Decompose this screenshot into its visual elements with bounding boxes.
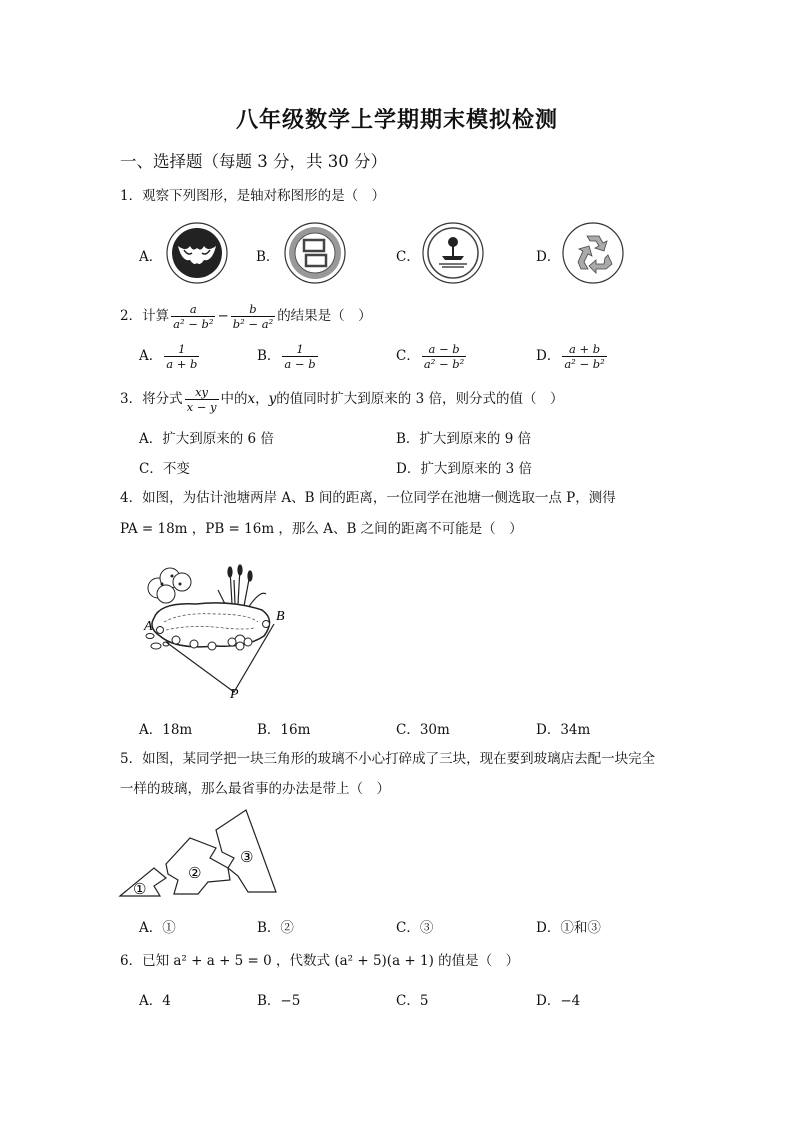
denominator: a² − b² (423, 357, 465, 371)
q2-fraction-1 (171, 302, 215, 331)
q3-var-y: y (268, 391, 277, 407)
recycle-emblem-icon (562, 222, 624, 284)
question-5-line-2: 一样的玻璃，那么最省事的办法是带上（ ） (120, 781, 390, 797)
q6-option-b: B．−5 (257, 993, 301, 1009)
q3-option-b: B．扩大到原来的 9 倍 (396, 431, 532, 447)
q3-comma: ， (255, 391, 269, 407)
q5-option-c: C．③ (396, 920, 434, 936)
question-1-stem: 1．观察下列图形，是轴对称图形的是（ ） (120, 188, 386, 204)
q2-prefix: 2．计算 (120, 308, 170, 324)
numerator: 1 (282, 342, 317, 357)
question-4-line-1: 4．如图，为估计池塘两岸 A、B 间的距离，一位同学在池塘一侧选取一点 P，测得 (120, 490, 616, 506)
q2-option-a (139, 340, 201, 372)
q2-option-c-label: C． (396, 348, 420, 364)
q1-option-b-label: B． (256, 249, 280, 265)
q2-option-d-label: D． (536, 348, 561, 364)
q2-minus: − (217, 308, 229, 324)
q3-fraction (185, 385, 219, 414)
piece-2-label: ② (188, 864, 202, 882)
q4-option-c: C．30m (396, 722, 450, 738)
point-b-label: B (276, 609, 285, 624)
q2-option-b-fraction (282, 342, 317, 371)
q2-option-b (257, 340, 320, 372)
denominator: a − b (284, 357, 316, 371)
q5-option-b: B．② (257, 920, 294, 936)
q2-option-a-fraction (164, 342, 199, 371)
q3-suffix: 的值同时扩大到原来的 3 倍，则分式的值（ ） (276, 391, 564, 407)
q2-f1-numerator: a (171, 302, 215, 317)
q4-option-b: B．16m (257, 722, 311, 738)
q3-denominator: x − y (186, 400, 217, 414)
q3-numerator: xy (185, 385, 219, 400)
joystick-emblem-icon (422, 222, 484, 284)
q6-option-c: C．5 (396, 993, 429, 1009)
q3-prefix: 3．将分式 (120, 391, 183, 407)
q2-option-d-fraction (562, 342, 606, 371)
question-4-line-2: PA = 18m ，PB = 16m ，那么 A、B 之间的距离不可能是（ ） (120, 521, 523, 537)
bank-coin-emblem-icon (284, 222, 346, 284)
q3-option-d: D．扩大到原来的 3 倍 (396, 461, 532, 477)
section-heading: 一、选择题（每题 3 分，共 30 分） (120, 152, 387, 171)
numerator: a + b (562, 342, 606, 357)
q2-option-a-label: A． (139, 348, 163, 364)
q2-option-c-fraction (422, 342, 466, 371)
q5-option-d: D．①和③ (536, 920, 601, 936)
q1-option-a-label: A． (139, 249, 163, 265)
point-p-label: P (230, 687, 239, 702)
piece-3-label: ③ (240, 848, 254, 866)
pond-figure (136, 560, 296, 700)
q2-f2-denominator: b² − a² (232, 317, 274, 331)
q2-f2-numerator: b (231, 302, 275, 317)
q3-var-x: x (247, 391, 256, 407)
question-5-line-1: 5．如图，某同学把一块三角形的玻璃不小心打碎成了三块，现在要到玻璃店去配一块完全 (120, 751, 656, 767)
numerator: 1 (164, 342, 199, 357)
q2-option-c (396, 340, 468, 372)
bird-emblem-icon (166, 222, 228, 284)
q1-option-c-label: C． (396, 249, 420, 265)
q2-f1-denominator: a² − b² (173, 317, 214, 331)
broken-glass-figure (118, 808, 280, 900)
q4-option-d: D．34m (536, 722, 591, 738)
question-2-stem (120, 298, 372, 334)
q3-option-a: A．扩大到原来的 6 倍 (139, 431, 274, 447)
page-title: 八年级数学上学期期末模拟检测 (235, 107, 558, 133)
q6-option-d: D．−4 (536, 993, 581, 1009)
q4-option-a: A．18m (139, 722, 193, 738)
q2-suffix: 的结果是（ ） (277, 308, 372, 324)
q3-middle: 中的 (220, 391, 248, 407)
q5-option-a: A．① (139, 920, 176, 936)
q2-option-d (536, 340, 609, 372)
reeds-icon (218, 565, 266, 608)
question-6-stem: 6．已知 a² + a + 5 = 0 ，代数式 (a² + 5)(a + 1) 的值是（ ） (120, 953, 520, 969)
denominator: a + b (166, 357, 198, 371)
point-a-label: A (144, 619, 153, 634)
q6-option-a: A．4 (139, 993, 171, 1009)
numerator: a − b (422, 342, 466, 357)
denominator: a² − b² (564, 357, 605, 371)
q3-option-c: C．不变 (139, 461, 190, 477)
q2-fraction-2 (231, 302, 275, 331)
q2-option-b-label: B． (257, 348, 281, 364)
bush-icon (148, 568, 191, 603)
piece-1-label: ① (133, 880, 147, 898)
question-3-stem (120, 382, 563, 416)
q1-option-d-label: D． (536, 249, 561, 265)
